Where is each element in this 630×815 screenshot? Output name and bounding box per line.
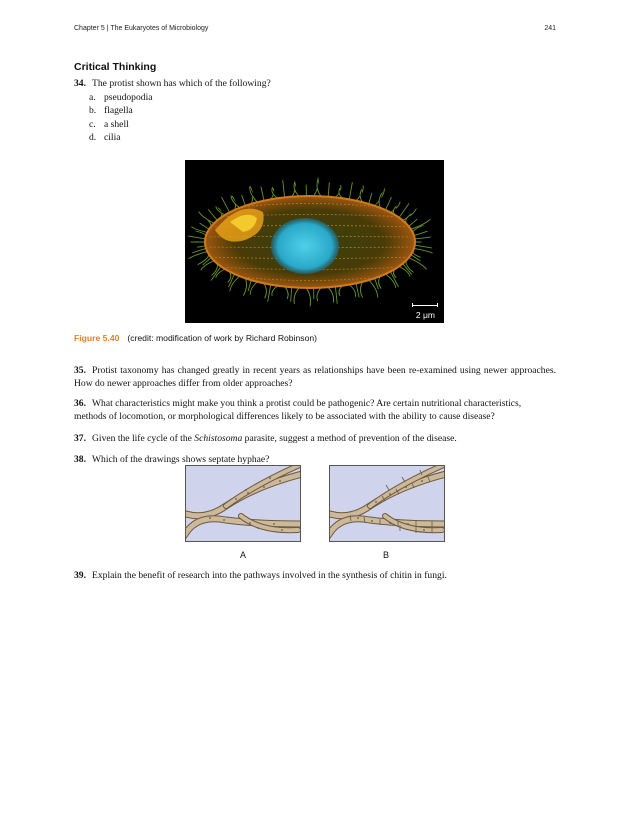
page-header [74,25,556,37]
option-c [89,118,153,131]
option-letter: c. [89,118,96,130]
scale-bar [412,303,438,307]
question-number: 38. [74,454,86,465]
question-text: The protist shown has which of the following? [92,78,271,89]
drawing-label-a: A [240,550,247,560]
question-37 [74,432,556,445]
option-b [89,104,153,117]
figure-label: Figure 5.40 [74,333,120,343]
drawing-label-b: B [383,550,390,560]
option-letter: a. [89,92,96,103]
question-34 [74,77,556,90]
figure-caption [74,333,317,343]
question-35 [74,364,556,390]
question-number: 37. [74,433,86,444]
option-text: cilia [104,131,121,143]
answer-options [89,91,153,144]
option-text: a shell [104,118,129,130]
option-d [89,131,153,144]
question-36 [74,397,556,423]
question-number: 36. [74,398,86,409]
ciliate-illustration [185,160,444,323]
septate-hyphae-illustration [330,466,445,542]
question-text-after: parasite, suggest a method of prevention of the disease. [242,433,457,444]
caption-text: (credit: modification of work by Richard Robinson) [127,333,317,343]
question-text: Protist taxonomy has changed greatly in recent years as relationships have been re-examined using newer approaches. How do newer approaches differ from older approaches? [74,365,556,389]
section-title: Critical Thinking [74,61,157,73]
option-text: flagella [104,105,133,117]
aseptate-hyphae-illustration [186,466,301,542]
protist-micrograph [185,160,444,323]
question-text-before: Given the life cycle of the [92,433,195,444]
genus-name: Schistosoma [194,433,243,444]
option-letter: b. [89,105,97,117]
question-text: What characteristics might make you think a protist could be pathogenic? Are certain nutritional characteristics, methods of locomotion, or morphological differences likely to be associated with the ability to cause disease? [74,398,522,422]
option-text: pseudopodia [104,92,153,103]
option-a [89,91,153,104]
hyphae-drawing-b [329,465,445,542]
option-letter: d. [89,131,97,143]
question-number: 34. [74,78,86,89]
question-number: 35. [74,365,86,376]
question-39 [74,569,556,582]
question-number: 39. [74,570,86,581]
page-number: 241 [544,25,556,32]
question-38 [74,453,556,466]
question-text: Which of the drawings shows septate hyphae? [92,454,270,465]
chapter-title: Chapter 5 | The Eukaryotes of Microbiology [74,25,209,32]
scale-label: 2 μm [415,310,435,320]
hyphae-drawing-a [185,465,301,542]
question-text: Explain the benefit of research into the pathways involved in the synthesis of chitin in fungi. [92,570,447,581]
